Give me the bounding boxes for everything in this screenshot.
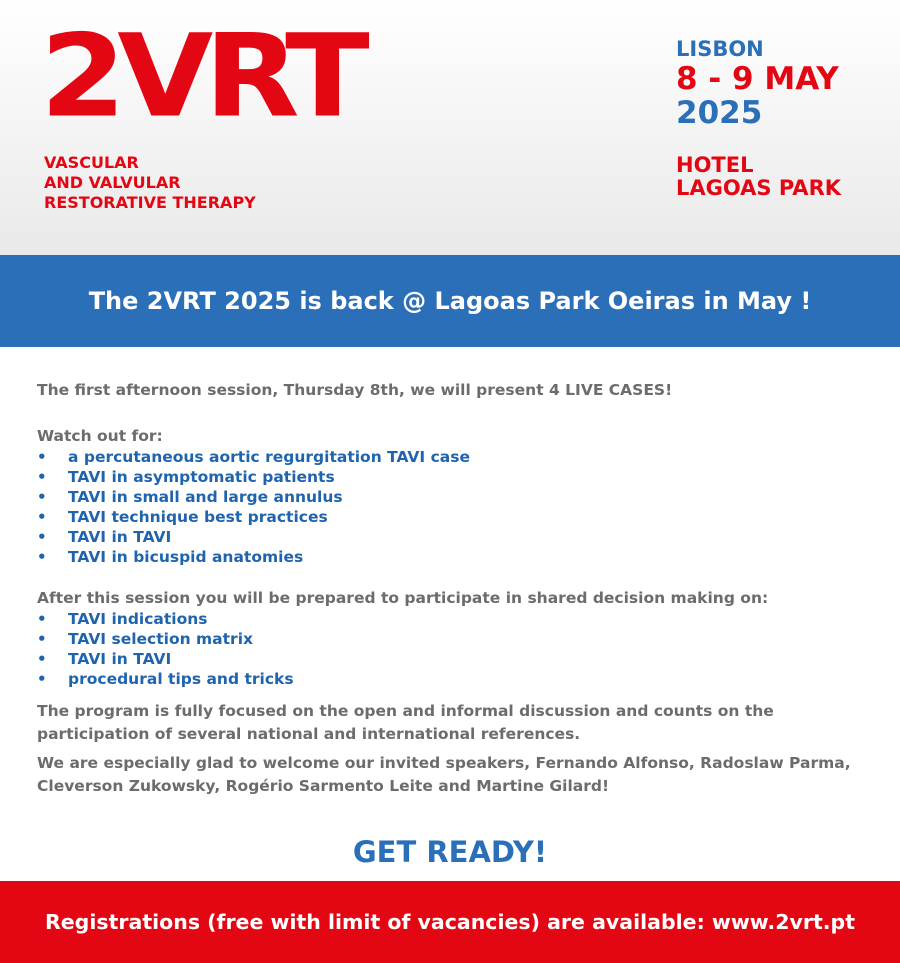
after-list xyxy=(37,609,877,689)
speakers-paragraph: We are especially glad to welcome our invited speakers, Fernando Alfonso, Radoslaw Parma, Cleverson Zukowsky, Rogério Sarmento Leite and Martine Gilard! xyxy=(37,754,851,795)
announcement-banner: The 2VRT 2025 is back @ Lagoas Park Oeiras in May ! xyxy=(0,255,900,347)
venue-line: HOTEL xyxy=(676,153,754,177)
logo-subtitle xyxy=(44,153,256,213)
list-item: • TAVI in TAVI xyxy=(37,649,877,669)
event-dates: 8 - 9 MAY xyxy=(676,61,839,97)
watch-list xyxy=(37,447,877,567)
main-content xyxy=(37,379,877,798)
list-item: • TAVI in bicuspid anatomies xyxy=(37,547,877,567)
event-venue xyxy=(676,154,841,200)
list-item: • a percutaneous aortic regurgitation TAVI case xyxy=(37,447,877,467)
list-item: • TAVI indications xyxy=(37,609,877,629)
event-city: LISBON xyxy=(676,37,764,61)
event-year: 2025 xyxy=(676,95,763,131)
venue-line: LAGOAS PARK xyxy=(676,176,842,200)
list-item: • procedural tips and tricks xyxy=(37,669,877,689)
list-item: • TAVI in small and large annulus xyxy=(37,487,877,507)
watch-heading: Watch out for: xyxy=(37,427,163,445)
get-ready-heading: GET READY! xyxy=(352,835,548,869)
header xyxy=(0,0,900,255)
program-paragraph: The program is fully focused on the open and informal discussion and counts on the participation of several national and international references. xyxy=(37,702,774,743)
list-item: • TAVI in asymptomatic patients xyxy=(37,467,877,487)
logo-subtitle-line: VASCULAR xyxy=(44,153,139,172)
list-item: • TAVI selection matrix xyxy=(37,629,877,649)
list-item: • TAVI technique best practices xyxy=(37,507,877,527)
after-heading: After this session you will be prepared to participate in shared decision making on: xyxy=(37,589,769,607)
registration-banner: Registrations (free with limit of vacancies) are available: www.2vrt.pt xyxy=(0,881,900,963)
logo-subtitle-line: AND VALVULAR xyxy=(44,173,181,192)
event-info xyxy=(676,37,841,200)
list-item: • TAVI in TAVI xyxy=(37,527,877,547)
logo-subtitle-line: RESTORATIVE THERAPY xyxy=(44,193,256,212)
intro-paragraph: The first afternoon session, Thursday 8th, we will present 4 LIVE CASES! xyxy=(37,381,673,399)
logo-2vrt: 2VRT xyxy=(40,10,361,144)
